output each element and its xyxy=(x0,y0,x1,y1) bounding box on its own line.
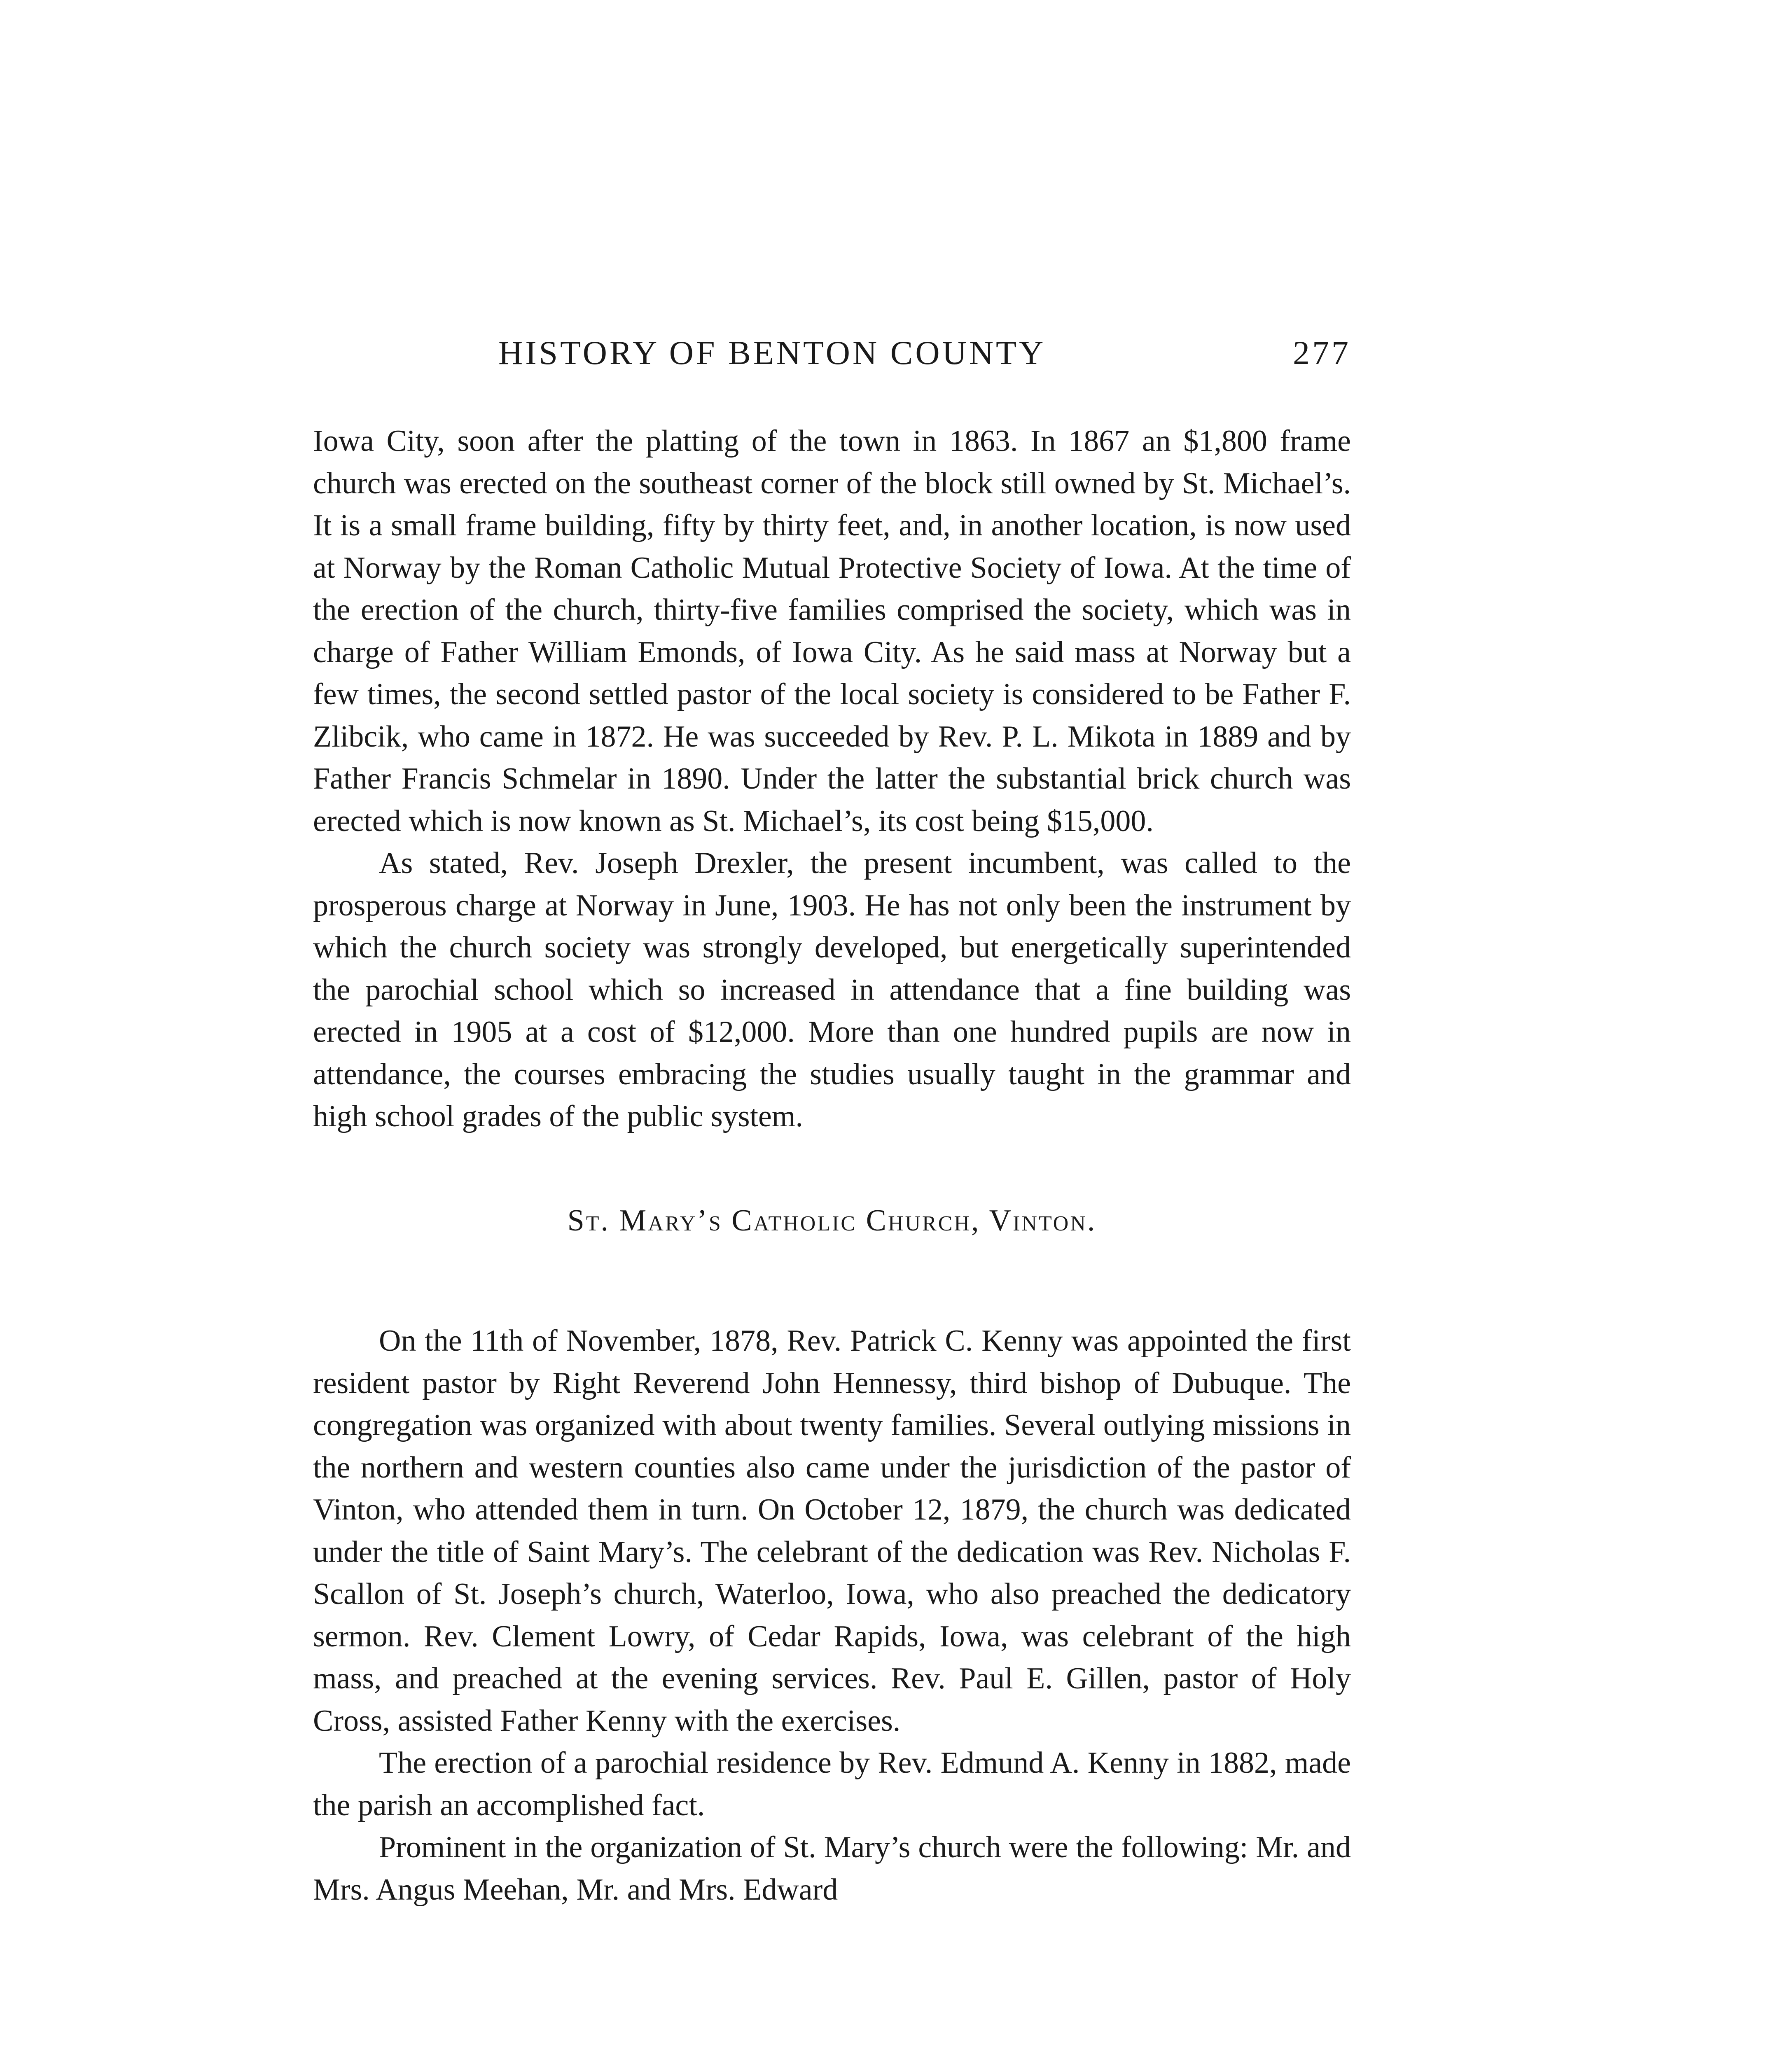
running-title: HISTORY OF BENTON COUNTY xyxy=(498,334,1046,371)
paragraph: Prominent in the organization of St. Mary’s church were the following: Mr. and Mrs. Angus Meehan, Mr. and Mrs. Edward xyxy=(313,1830,1351,1907)
paragraph-continued: Iowa City, soon after the platting of the town in 1863. In 1867 an $1,800 frame church was erected on the southeast corner of the block still owned by St. Michael’s. It is a small frame building, fifty by thirty feet, and, in another location, is now used at Norway by the Roman Catholic Mutual Protective Society of Iowa. At the time of the erection of the church, thirty-five families comprised the society, which was in charge of Father William Emonds, of Iowa City. As he said mass at Norway but a few times, the second settled pastor of the local society is considered to be Father F. Zlibcik, who came in 1872. He was succeeded by Rev. P. L. Mikota in 1889 and by Father Francis Schmelar in 1890. Under the latter the substantial brick church was erected which is now known as St. Michael’s, its cost being $15,000. xyxy=(313,424,1351,838)
body-text xyxy=(313,420,1351,1911)
section-heading: St. Mary’s Catholic Church, Vinton. xyxy=(567,1203,1097,1237)
paragraph: The erection of a parochial residence by Rev. Edmund A. Kenny in 1882, made the parish an accomplished fact. xyxy=(313,1746,1351,1822)
paragraph: As stated, Rev. Joseph Drexler, the present incumbent, was called to the prosperous charge at Norway in June, 1903. He has not only been the instrument by which the church society was strongly developed, but energetically superintended the parochial school which so increased in attendance that a fine building was erected in 1905 at a cost of $12,000. More than one hundred pupils are now in attendance, the courses embracing the studies usually taught in the grammar and high school grades of the public system. xyxy=(313,846,1351,1133)
running-header xyxy=(313,334,1351,379)
page-number: 277 xyxy=(1293,334,1351,371)
paragraph: On the 11th of November, 1878, Rev. Patrick C. Kenny was appointed the first resident pastor by Right Reverend John Hennessy, third bishop of Dubuque. The congregation was organized with about twenty families. Several outlying missions in the northern and western counties also came under the jurisdiction of the pastor of Vinton, who attended them in turn. On October 12, 1879, the church was dedicated under the title of Saint Mary’s. The celebrant of the dedication was Rev. Nicholas F. Scallon of St. Joseph’s church, Waterloo, Iowa, who also preached the dedicatory sermon. Rev. Clement Lowry, of Cedar Rapids, Iowa, was celebrant of the high mass, and preached at the evening services. Rev. Paul E. Gillen, pastor of Holy Cross, assisted Father Kenny with the exercises. xyxy=(313,1324,1351,1738)
